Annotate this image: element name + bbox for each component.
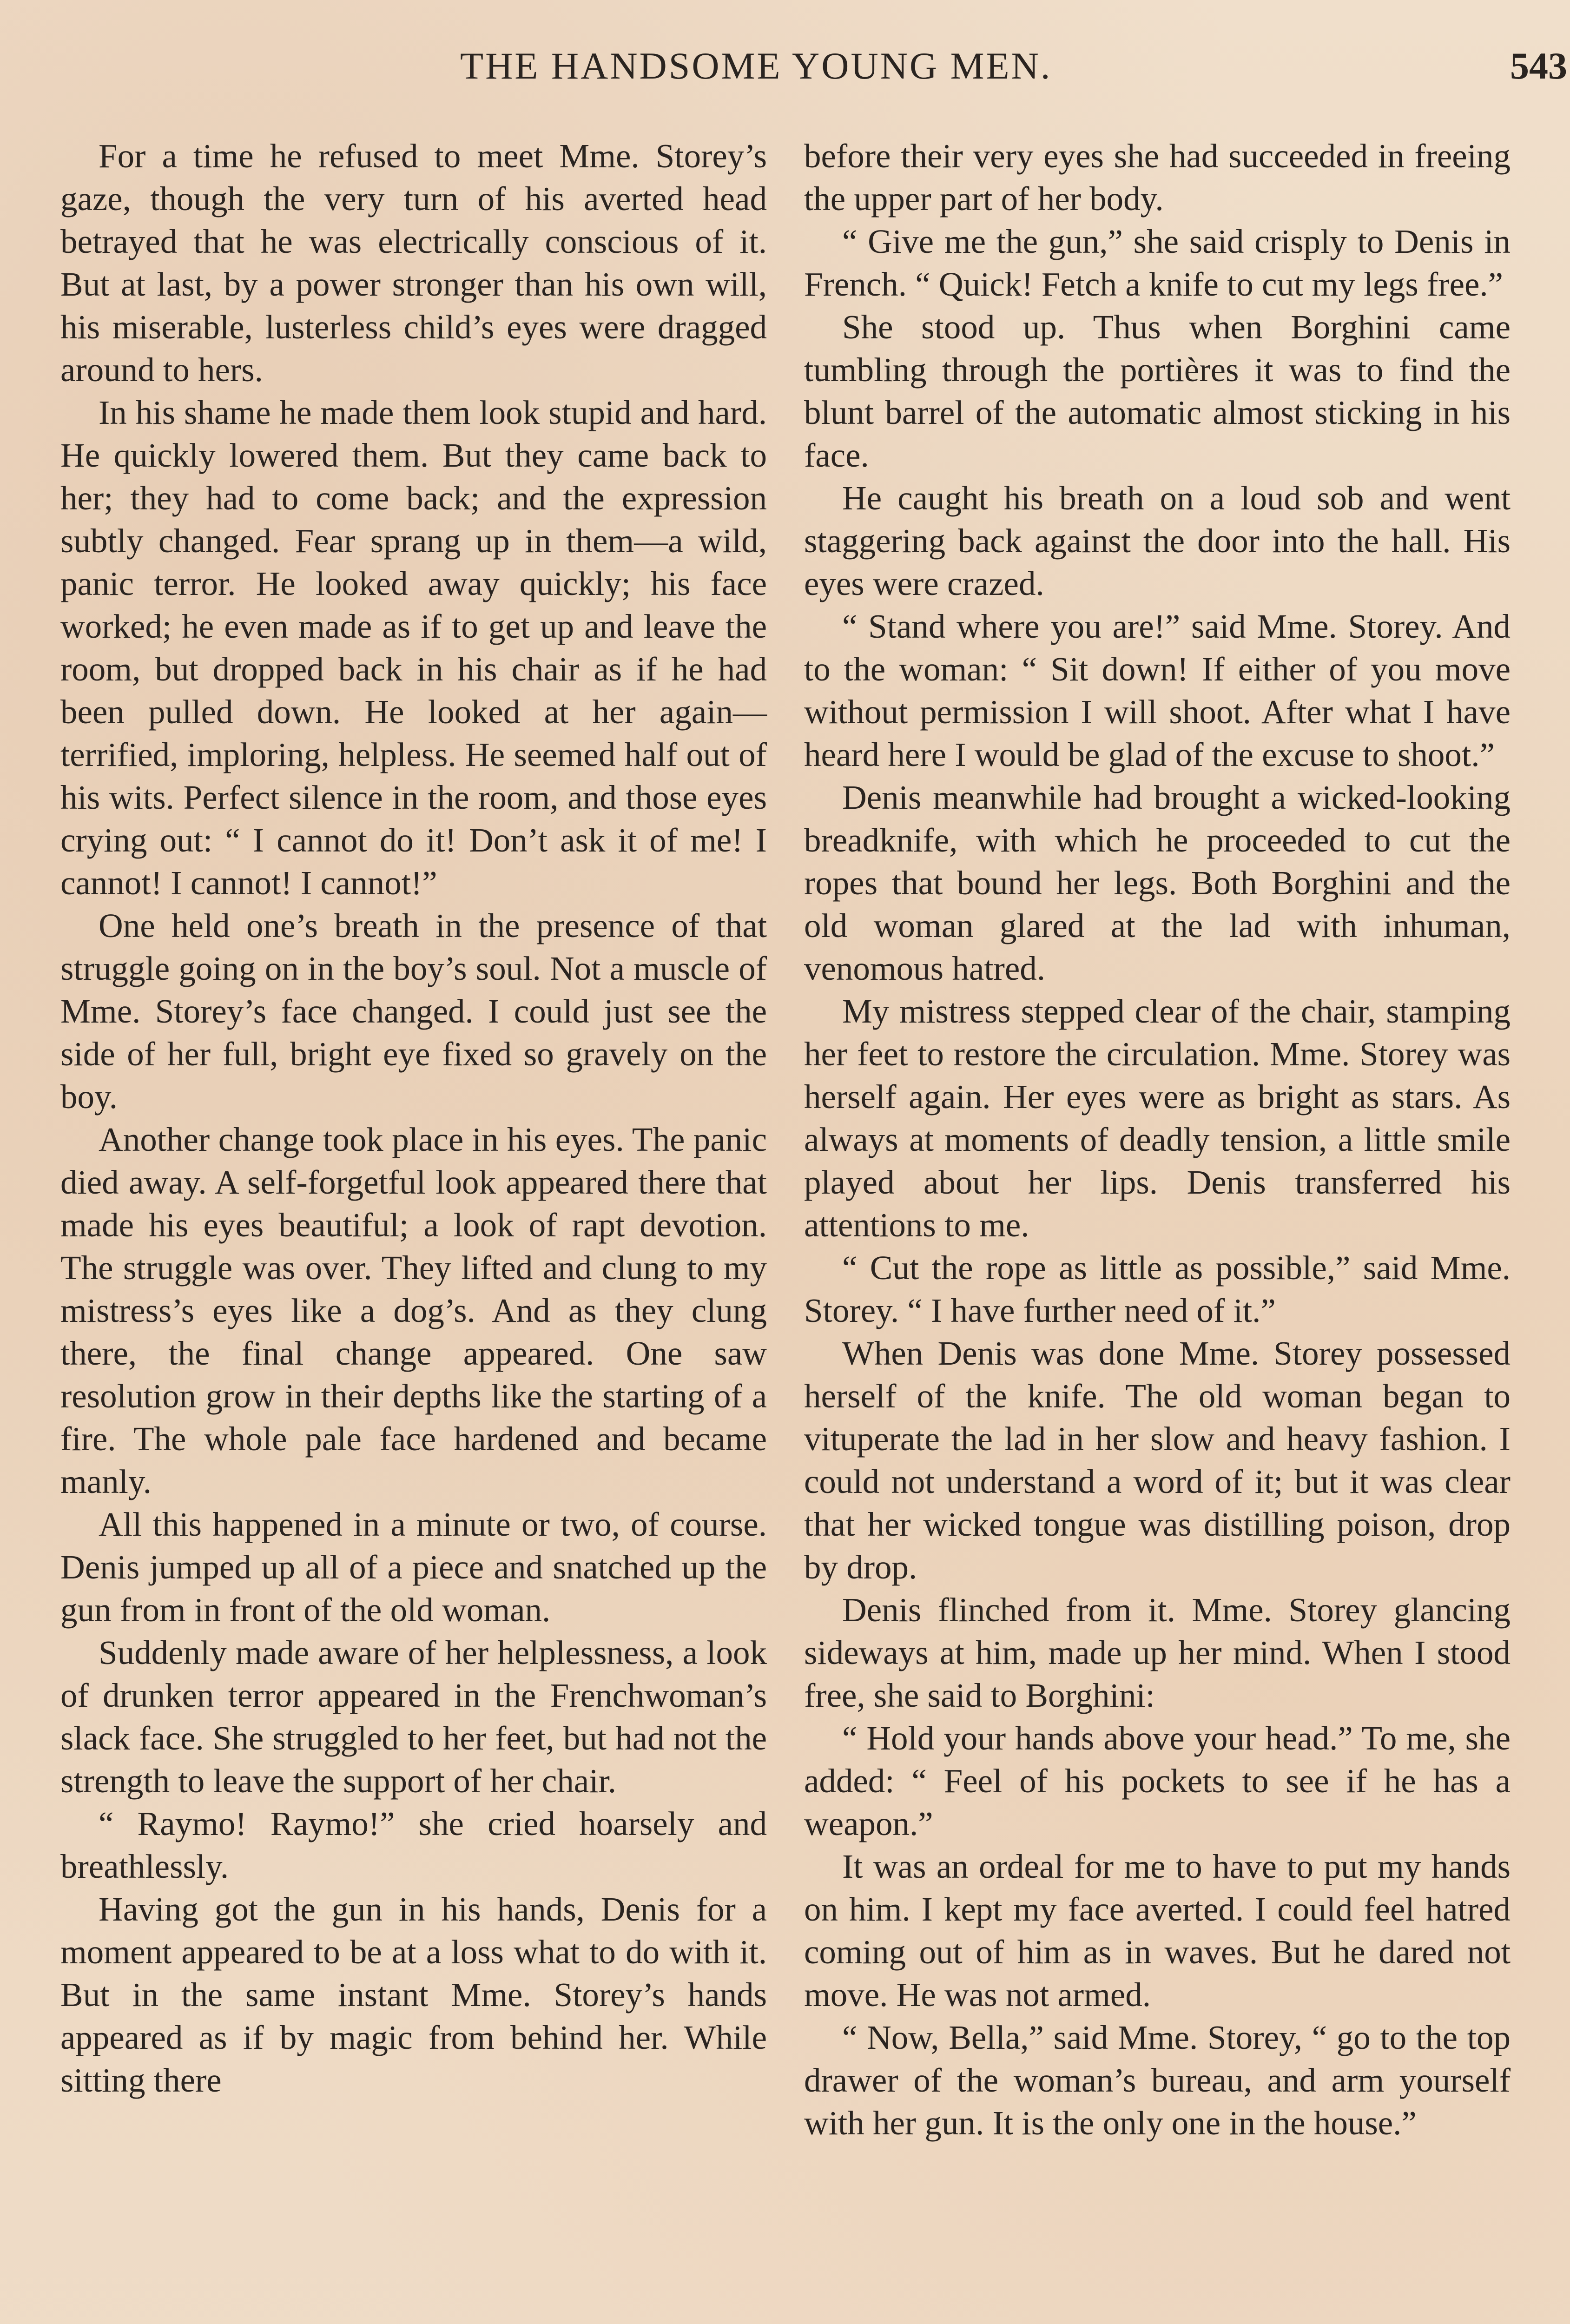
paragraph: Suddenly made aware of her helplessness, a look of drunken terror appeared in the Frenchwoman’s slack face. She struggled to her feet, but had not the strength to leave the support of her chair. [60,1634,767,1800]
running-title: THE HANDSOME YOUNG MEN. [460,45,1052,87]
paragraph: One held one’s breath in the presence of that struggle going on in the boy’s soul. Not a muscle of Mme. Storey’s face changed. I could just see the side of her full, bright eye fixed so gravely on the boy. [60,907,767,1116]
paragraph: “ Hold your hands above your head.” To me, she added: “ Feel of his pockets to see if he has a weapon.” [804,1719,1511,1842]
paragraph: Having got the gun in his hands, Denis for a moment appeared to be at a loss what to do with it. But in the same instant Mme. Storey’s hands appeared as if by magic from behind her. While sitting there [60,1890,767,2099]
paragraph: Another change took place in his eyes. The panic died away. A self-forgetful look appeared there that made his eyes beautiful; a look of rapt devotion. The struggle was over. They lifted and clung to my mistress’s eyes like a dog’s. And as they clung there, the final change appeared. One saw resolution grow in their depths like the starting of a fire. The whole pale face hardened and became manly. [60,1121,767,1500]
paragraph: “ Now, Bella,” said Mme. Storey, “ go to the top drawer of the woman’s bureau, and arm yourself with her gun. It is the only one in the house.” [804,2019,1511,2142]
paragraph: All this happened in a minute or two, of course. Denis jumped up all of a piece and snatched up the gun from in front of the old woman. [60,1505,767,1629]
paragraph: “ Stand where you are!” said Mme. Storey. And to the woman: “ Sit down! If either of you move without permission I will shoot. After what I have heard here I would be glad of the excuse to shoot.” [804,607,1511,773]
paragraph: It was an ordeal for me to have to put my hands on him. I kept my face averted. I could feel hatred coming out of him as in waves. But he dared not move. He was not armed. [804,1848,1511,2014]
paragraph: She stood up. Thus when Borghini came tumbling through the portières it was to find the blunt barrel of the automatic almost sticking in his face. [804,308,1511,474]
paragraph: In his shame he made them look stupid and hard. He quickly lowered them. But they came back to her; they had to come back; and the expression subtly changed. Fear sprang up in them—a wild, panic terror. He looked away quickly; his face worked; he even made as if to get up and leave the room, but dropped back in his chair as if he had been pulled down. He looked at her again—terrified, imploring, helpless. He seemed half out of his wits. Perfect silence in the room, and those eyes crying out: “ I cannot do it! Don’t ask it of me! I cannot! I cannot! I cannot!” [60,394,767,902]
paragraph: Denis flinched from it. Mme. Storey glancing sideways at him, made up her mind. When I stood free, she said to Borghini: [804,1591,1511,1714]
paragraph: “ Cut the rope as little as possible,” said Mme. Storey. “ I have further need of it.” [804,1249,1511,1329]
paragraph: For a time he refused to meet Mme. Storey’s gaze, though the very turn of his averted head betrayed that he was electrically conscious of it. But at last, by a power stronger than his own will, his miserable, lusterless child’s eyes were dragged around to hers. [60,137,767,389]
paragraph: He caught his breath on a loud sob and went staggering back against the door into the hall. His eyes were crazed. [804,479,1511,602]
right-column [804,135,1511,2145]
paragraph: “ Raymo! Raymo!” she cried hoarsely and breathlessly. [60,1805,767,1885]
paragraph: My mistress stepped clear of the chair, stamping her feet to restore the circulation. Mme. Storey was herself again. Her eyes were as bright as stars. As always at moments of deadly tension, a little smile played about her lips. Denis transferred his attentions to me. [804,992,1511,1244]
paragraph-continued: before their very eyes she had succeeded in freeing the upper part of her body. [804,137,1511,218]
paragraph: When Denis was done Mme. Storey possessed herself of the knife. The old woman began to vituperate the lad in her slow and heavy fashion. I could not understand a word of it; but it was clear that her wicked tongue was distilling poison, drop by drop. [804,1334,1511,1586]
page-number: 543 [1510,45,1567,87]
paragraph: “ Give me the gun,” she said crisply to Denis in French. “ Quick! Fetch a knife to cut my legs free.” [804,223,1511,303]
left-column [60,135,767,2102]
page-header [0,44,1570,95]
paragraph: Denis meanwhile had brought a wicked-looking breadknife, with which he proceeded to cut the ropes that bound her legs. Both Borghini and the old woman glared at the lad with inhuman, venomous hatred. [804,779,1511,987]
